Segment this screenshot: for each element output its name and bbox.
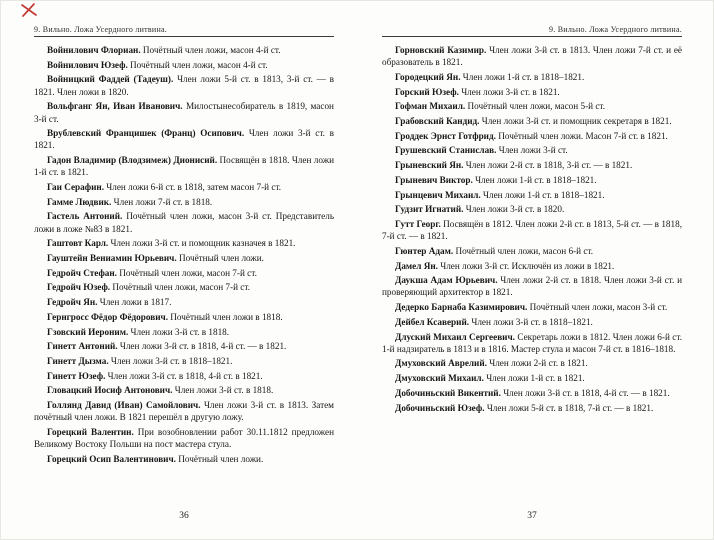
member-description: Член ложи 1-й ст. в 1818–1821. bbox=[475, 174, 597, 185]
member-name: Гзовский Иероним. bbox=[47, 326, 131, 337]
member-entry bbox=[382, 71, 682, 83]
page-header: 9. Вильно. Ложа Усердного литвина. bbox=[548, 25, 682, 34]
member-description: Член ложи 3-й ст. Исключён из ложи в 1821. bbox=[440, 260, 615, 271]
member-description: Член ложи 3-й ст. в 1821. bbox=[461, 86, 560, 97]
member-entry bbox=[382, 174, 682, 186]
member-name: Грушевский Станислав. bbox=[395, 145, 499, 156]
member-description: Член ложи 7-й ст. в 1818. bbox=[113, 196, 213, 207]
member-description: Член ложи 6-й ст. в 1818, затем масон 7-й ст. bbox=[106, 182, 282, 193]
member-entry bbox=[34, 426, 334, 450]
member-entry bbox=[34, 453, 334, 465]
member-name: Гофман Михаил. bbox=[395, 101, 468, 112]
member-description: Член ложи 1-й ст. в 1818–1821. bbox=[483, 189, 605, 200]
header-rule bbox=[34, 36, 334, 37]
member-description: Член ложи в 1817. bbox=[99, 297, 172, 308]
member-entry bbox=[382, 245, 682, 257]
member-description: Милостынесобиратель в 1819, масон 3-й ст. bbox=[34, 101, 334, 124]
member-entry bbox=[34, 196, 334, 208]
member-entry bbox=[34, 210, 334, 234]
member-entry bbox=[34, 154, 334, 178]
member-description: Посвящён в 1812. Член ложи 2-й ст. в 1813, 5-й ст. — в 1818, 7-й ст. — в 1821. bbox=[382, 218, 682, 242]
member-description: Член ложи 3-й ст. в 1813. Член ложи 7-й ст. и её образователь в 1821. bbox=[382, 45, 682, 68]
member-entry bbox=[34, 399, 334, 423]
member-name: Городецкий Ян. bbox=[395, 71, 463, 82]
member-description: Член ложи 3-й ст. в 1818. bbox=[130, 326, 230, 337]
member-name: Гастель Антоний. bbox=[47, 211, 127, 222]
member-name: Гудзит Игнатий. bbox=[395, 204, 466, 215]
member-description: Член ложи 3-й ст. и помощник казначея в 1821. bbox=[110, 238, 296, 249]
member-name: Голлянд Давид (Иван) Самойлович. bbox=[47, 400, 204, 411]
member-name: Вольфганг Ян, Иван Иванович. bbox=[47, 101, 186, 112]
member-entry bbox=[34, 237, 334, 249]
member-name: Дмуховский Михаил. bbox=[395, 373, 487, 384]
member-name: Грыневич Виктор. bbox=[395, 174, 476, 185]
member-entry bbox=[382, 316, 682, 328]
member-description: Член ложи 3-й ст. и помощник секретаря в 1821. bbox=[481, 116, 672, 127]
member-description: Член ложи 2-й ст. в 1821. bbox=[489, 358, 588, 369]
member-description: Член ложи 3-й ст. в 1818. bbox=[174, 385, 274, 396]
member-description: Почётный член ложи. bbox=[178, 453, 264, 464]
member-entry bbox=[34, 44, 334, 56]
member-entry bbox=[382, 159, 682, 171]
member-name: Войницкий Фаддей (Тадеуш). bbox=[47, 74, 178, 85]
member-name: Войнилович Флориан. bbox=[47, 45, 143, 55]
member-name: Горновский Казимир. bbox=[395, 45, 490, 55]
member-entry bbox=[34, 355, 334, 367]
header-rule bbox=[382, 36, 682, 37]
member-description: Член ложи 3-й ст. bbox=[498, 145, 568, 156]
member-name: Гроддек Эрнст Готфрид. bbox=[395, 130, 499, 141]
member-entry bbox=[34, 100, 334, 124]
member-name: Даукша Адам Юрьевич. bbox=[395, 275, 501, 286]
member-entry bbox=[34, 73, 334, 97]
member-entry bbox=[382, 218, 682, 242]
member-description: Почётный член ложи, масон 7-й ст. bbox=[119, 267, 257, 278]
member-name: Дмуховский Аврелий. bbox=[395, 358, 490, 369]
member-name: Дейбел Ксаверий. bbox=[395, 316, 472, 327]
member-description: При возобновлении работ 30.11.1812 предложен Великому Востоку Польши на пост мастера стула. bbox=[34, 426, 334, 450]
member-name: Дедерко Барнаба Казимирович. bbox=[395, 302, 530, 313]
member-entry bbox=[34, 340, 334, 352]
member-name: Дамел Ян. bbox=[395, 260, 441, 271]
member-entry bbox=[382, 331, 682, 355]
member-description: Член ложи 3-й ст. в 1818, 4-й ст. — в 1821. bbox=[119, 341, 287, 352]
member-name: Гловацкий Иосиф Антонович. bbox=[47, 385, 175, 396]
member-name: Горецкий Осип Валентинович. bbox=[47, 453, 179, 464]
member-entry bbox=[382, 260, 682, 272]
member-description: Почётный член ложи, масон 3-й ст. Представитель ложи в ложе №83 в 1821. bbox=[34, 211, 334, 234]
member-description: Посвящён в 1818. Член ложи 1-й ст. в 1821. bbox=[34, 155, 334, 178]
member-description: Почётный член ложи, масон 5-й ст. bbox=[467, 101, 606, 112]
member-entry bbox=[382, 130, 682, 142]
member-name: Гинетт Дызма. bbox=[47, 355, 111, 366]
red-x-mark bbox=[19, 2, 39, 18]
member-name: Горский Юзеф. bbox=[395, 86, 462, 97]
page-header: 9. Вильно. Ложа Усердного литвина. bbox=[34, 25, 168, 34]
member-description: Член ложи 3-й ст. в 1818–1821. bbox=[110, 355, 233, 366]
member-entry bbox=[382, 357, 682, 369]
member-entry bbox=[34, 370, 334, 382]
member-description: Почётный член ложи, масон 3-й ст. bbox=[529, 302, 668, 313]
member-name: Гедройч Юзеф. bbox=[47, 282, 113, 293]
member-entry bbox=[382, 274, 682, 298]
member-description: Член ложи 3-й ст. в 1813. Затем почётный член ложи. В 1821 перешёл в другую ложу. bbox=[34, 400, 334, 423]
member-description: Член ложи 3-й ст. в 1818, 4-й ст. — в 1821. bbox=[503, 387, 670, 398]
member-name: Гадон Владимир (Влодзимеж) Дионисий. bbox=[47, 155, 220, 166]
member-description: Почётный член ложи. Масон 7-й ст. в 1821. bbox=[498, 130, 668, 141]
member-name: Гернгросс Фёдор Фёдорович. bbox=[47, 311, 171, 322]
member-description: Член ложи 3-й ст. в 1818, 4-й ст. в 1821. bbox=[107, 370, 263, 381]
member-name: Врублевский Францишек (Франц) Осипович. bbox=[47, 128, 249, 139]
member-name: Гаштовт Карл. bbox=[47, 238, 111, 249]
member-entry bbox=[382, 387, 682, 399]
member-entry bbox=[34, 296, 334, 308]
member-description: Секретарь ложи в 1812. Член ложи 6-й ст. 1-й надзиратель в 1813 и в 1816. Мастер стула и масон 7-й ст. в 1816–1818. bbox=[382, 331, 682, 354]
member-entry bbox=[382, 372, 682, 384]
member-name: Длуский Михаил Сергеевич. bbox=[395, 331, 518, 342]
member-entry bbox=[34, 127, 334, 151]
member-name: Добочиньский Викентий. bbox=[395, 387, 504, 398]
member-name: Грынцевич Михаил. bbox=[395, 189, 484, 200]
member-entry bbox=[34, 267, 334, 279]
member-description: Член ложи 3-й ст. в 1818–1821. bbox=[471, 316, 593, 327]
member-name: Грабовский Кандид. bbox=[395, 116, 482, 127]
page-right bbox=[382, 25, 682, 521]
member-name: Гинетт Юзеф. bbox=[47, 370, 108, 381]
member-entry bbox=[34, 59, 334, 71]
member-name: Гауштейн Вениамин Юрьевич. bbox=[47, 253, 179, 264]
member-name: Грыневский Ян. bbox=[395, 160, 466, 171]
member-name: Гамме Людвик. bbox=[47, 196, 114, 207]
member-name: Гедройч Ян. bbox=[47, 297, 100, 308]
member-entry bbox=[34, 326, 334, 338]
member-name: Войнилович Юзеф. bbox=[47, 59, 131, 70]
member-name: Гаи Серафин. bbox=[47, 182, 107, 193]
member-description: Почётный член ложи, масон 4-й ст. bbox=[130, 59, 268, 70]
member-description: Почётный член ложи, масон 4-й ст. bbox=[142, 45, 281, 55]
member-name: Добочиньский Юзеф. bbox=[395, 402, 487, 413]
member-description: Почётный член ложи в 1818. bbox=[170, 311, 283, 322]
member-entry bbox=[382, 203, 682, 215]
member-description: Почётный член ложи, масон 6-й ст. bbox=[455, 245, 594, 256]
member-description: Член ложи 1-й ст. в 1818–1821. bbox=[462, 71, 585, 82]
member-description: Член ложи 3-й ст. в 1820. bbox=[465, 204, 565, 215]
member-description: Член ложи 2-й ст. в 1818, 3-й ст. — в 1821. bbox=[465, 160, 633, 171]
page-left bbox=[34, 25, 334, 521]
page-number: 37 bbox=[527, 511, 537, 521]
member-description: Член ложи 1-й ст. в 1821. bbox=[486, 373, 585, 384]
member-entry bbox=[382, 189, 682, 201]
member-entry bbox=[382, 100, 682, 112]
member-name: Гутт Георг. bbox=[395, 218, 444, 229]
member-description: Член ложи 5-й ст. в 1813, 3-й ст. — в 1821. Член ложи в 1820. bbox=[34, 74, 334, 97]
member-name: Гинетт Антоний. bbox=[47, 341, 120, 352]
member-entry bbox=[34, 311, 334, 323]
member-description: Член ложи 5-й ст. в 1818, 7-й ст. — в 1821. bbox=[486, 402, 654, 413]
member-name: Гюнтер Адам. bbox=[395, 245, 456, 256]
member-entry bbox=[382, 144, 682, 156]
member-entry bbox=[34, 384, 334, 396]
member-description: Член ложи 2-й ст. в 1818. Член ложи 3-й ст. и проверяющий архитектор в 1821. bbox=[382, 275, 682, 298]
member-description: Почётный член ложи. bbox=[178, 253, 264, 264]
member-entry bbox=[382, 44, 682, 68]
member-description: Почётный член ложи, масон 7-й ст. bbox=[112, 282, 250, 293]
member-name: Горецкий Валентин. bbox=[47, 426, 138, 437]
member-list bbox=[382, 44, 682, 488]
page-number: 36 bbox=[179, 511, 189, 521]
member-entry bbox=[34, 181, 334, 193]
member-entry bbox=[34, 281, 334, 293]
member-entry bbox=[34, 252, 334, 264]
member-entry bbox=[382, 86, 682, 98]
member-description: Член ложи 3-й ст. в 1821. bbox=[34, 128, 334, 151]
member-entry bbox=[382, 115, 682, 127]
member-entry bbox=[382, 301, 682, 313]
member-entry bbox=[382, 402, 682, 414]
member-name: Гедройч Стефан. bbox=[47, 267, 120, 278]
member-list bbox=[34, 44, 334, 488]
